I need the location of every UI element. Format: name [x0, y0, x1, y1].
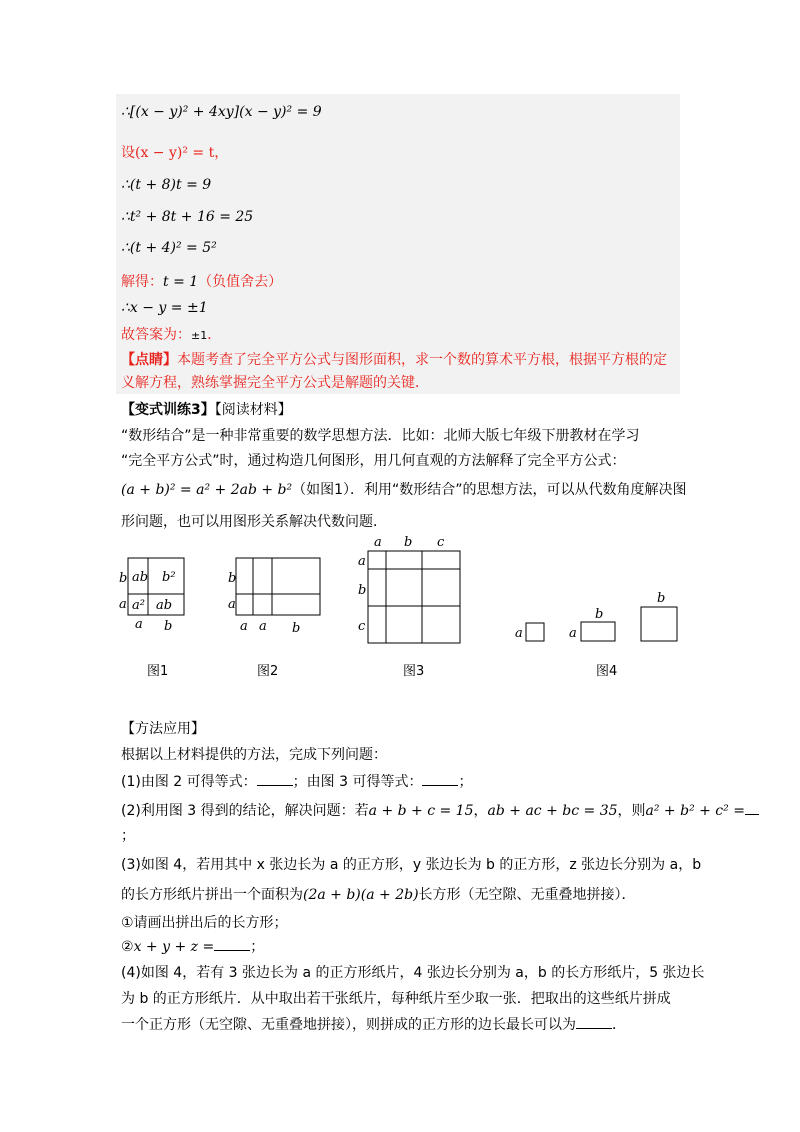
q1-blank-1[interactable] — [257, 771, 293, 786]
solution-line-5: ∴(t + 4)² = 5² — [121, 240, 217, 256]
comment-line-1 — [121, 350, 667, 370]
variant-heading: 【变式训练3】 — [121, 402, 215, 418]
q2-sep: ， — [473, 803, 488, 819]
figure-1 — [116, 556, 196, 636]
fig3-outline — [368, 551, 460, 643]
fig4-square-b — [641, 607, 677, 641]
q3-sub-2 — [121, 936, 264, 957]
q3-sub2-prefix: ② — [121, 939, 134, 955]
q3-math: (2a + b)(a + 2b) — [303, 887, 419, 903]
q1-blank-2[interactable] — [422, 771, 458, 786]
q1-part-a: (1)由图 2 可得等式： — [121, 774, 257, 790]
q2-end: ； — [121, 828, 135, 844]
variant-para-4: 形问题，也可以用图形关系解决代数问题． — [121, 514, 387, 530]
fig1-cell-ab-top: ab — [132, 570, 149, 585]
q2-math-3: a² + b² + c² = — [645, 803, 745, 819]
solution-line-6 — [121, 272, 282, 292]
fig3-side-c: c — [358, 619, 366, 634]
fig3-top-c: c — [437, 535, 445, 550]
fig2-outline — [236, 558, 320, 615]
formula: (a + b)² = a² + 2ab + b² — [121, 482, 293, 498]
question-3-line-2 — [121, 885, 636, 905]
variant-para-2: “完全平方公式”时，通过构造几何图形，用几何直观的方法解释了完全平方公式： — [121, 453, 626, 469]
q2-text: (2)利用图 3 得到的结论，解决问题：若 — [121, 803, 369, 819]
fig1-side-a: a — [119, 597, 127, 612]
answer-value: ±1 — [191, 329, 208, 342]
solution-line-3: ∴(t + 8)t = 9 — [121, 177, 212, 193]
answer-prefix: 故答案为： — [121, 327, 191, 343]
fig1-cell-a2: a² — [132, 598, 145, 613]
fig3-side-b: b — [358, 583, 367, 598]
method-intro: 根据以上材料提供的方法，完成下列问题： — [121, 747, 387, 763]
q4-blank[interactable] — [576, 1014, 612, 1029]
fig3-top-a: a — [374, 535, 382, 550]
comment-text-1: 本题考查了完全平方公式与图形面积，求一个数的算术平方根，根据平方根的定 — [177, 352, 667, 368]
variant-subheading: 【阅读材料】 — [214, 402, 292, 418]
variant-para-1: “数形结合”是一种非常重要的数学思想方法．比如：北师大版七年级下册教材在学习 — [121, 428, 640, 444]
fig1-cell-ab-bottom: ab — [156, 598, 173, 613]
fig4-label-b2: b — [657, 591, 666, 606]
question-1 — [121, 771, 472, 792]
q2-math-2: ab + ac + bc = 35 — [487, 803, 618, 819]
fig4-rect-ab — [581, 622, 615, 641]
solution-line-4: ∴t² + 8t + 16 = 25 — [121, 209, 254, 225]
variant-para-3-text: （如图1）．利用“数形结合”的思想方法，可以从代数角度解决图 — [292, 482, 687, 498]
fig2-side-a: a — [228, 597, 236, 612]
fig2-bottom-b: b — [292, 621, 301, 636]
solution-line-1: ∴[(x − y)² + 4xy](x − y)² = 9 — [121, 104, 322, 120]
fig1-bottom-b: b — [164, 619, 173, 634]
fig1-side-b: b — [119, 571, 128, 586]
q1-part-c: ； — [458, 774, 473, 790]
q3-sub-1: ①请画出拼出后的长方形； — [121, 915, 288, 931]
fig4-label-a1: a — [515, 626, 523, 641]
fig4-caption: 图4 — [596, 664, 618, 679]
figure-2 — [224, 556, 324, 636]
question-4-line-3 — [121, 1014, 626, 1035]
fig2-bottom-a2: a — [259, 619, 267, 634]
question-3-line-1: (3)如图 4，若用其中 x 张边长为 a 的正方形，y 张边长为 b 的正方形，z 张边长分别为 a，b — [121, 857, 702, 873]
question-2 — [121, 800, 759, 821]
question-4-line-1: (4)如图 4，若有 3 张边长为 a 的正方形纸片，4 张边长分别为 a，b 的长方形纸片，5 张边长 — [121, 965, 705, 981]
fig1-caption: 图1 — [147, 664, 169, 679]
solve-value: t = 1 — [163, 274, 199, 290]
figure-3 — [355, 536, 465, 648]
fig3-caption: 图3 — [403, 664, 425, 679]
fig3-side-a: a — [358, 554, 366, 569]
solution-line-7: ∴x − y = ±1 — [121, 300, 208, 316]
figure-4 — [512, 590, 682, 644]
q4-text: 一个正方形（无空隙、无重叠地拼接），则拼成的正方形的边长最长可以为 — [121, 1017, 576, 1033]
fig4-label-b1: b — [595, 607, 604, 622]
question-4-line-2: 为 b 的正方形纸片．从中取出若干张纸片，每种纸片至少取一张．把取出的这些纸片拼成 — [121, 991, 671, 1007]
solution-line-2: 设(x − y)² = t， — [121, 145, 229, 161]
q3-text-a: 的长方形纸片拼出一个面积为 — [121, 887, 303, 903]
variant-heading-line — [121, 400, 292, 420]
q2-then: ，则 — [617, 803, 646, 819]
answer-line — [121, 325, 221, 346]
fig3-top-b: b — [404, 535, 413, 550]
fig1-bottom-a: a — [135, 617, 143, 632]
solve-suffix: （负值舍去） — [198, 274, 283, 290]
fig2-side-b: b — [228, 571, 237, 586]
q3-sub2-math: x + y + z = — [133, 939, 215, 955]
fig4-square-a — [526, 623, 544, 641]
q2-math-1: a + b + c = 15 — [368, 803, 474, 819]
method-heading: 【方法应用】 — [121, 721, 205, 737]
fig2-bottom-a1: a — [240, 619, 248, 634]
fig1-cell-b2: b² — [162, 570, 176, 585]
fig4-label-a2: a — [569, 626, 577, 641]
fig2-caption: 图2 — [257, 664, 279, 679]
comment-line-2: 义解方程，熟练掌握完全平方公式是解题的关键． — [121, 375, 429, 391]
comment-tag: 【点睛】 — [121, 352, 177, 368]
q3-blank[interactable] — [214, 936, 250, 951]
solve-prefix: 解得： — [121, 274, 163, 290]
q1-part-b: ；由图 3 可得等式： — [292, 774, 423, 790]
q3-sub2-end: ； — [250, 939, 265, 955]
variant-para-3 — [121, 480, 687, 500]
answer-suffix: ． — [207, 327, 222, 343]
q4-end: ． — [612, 1017, 626, 1033]
q2-blank[interactable] — [745, 800, 759, 815]
q3-text-b: 长方形（无空隙、无重叠地拼接）． — [418, 887, 636, 903]
